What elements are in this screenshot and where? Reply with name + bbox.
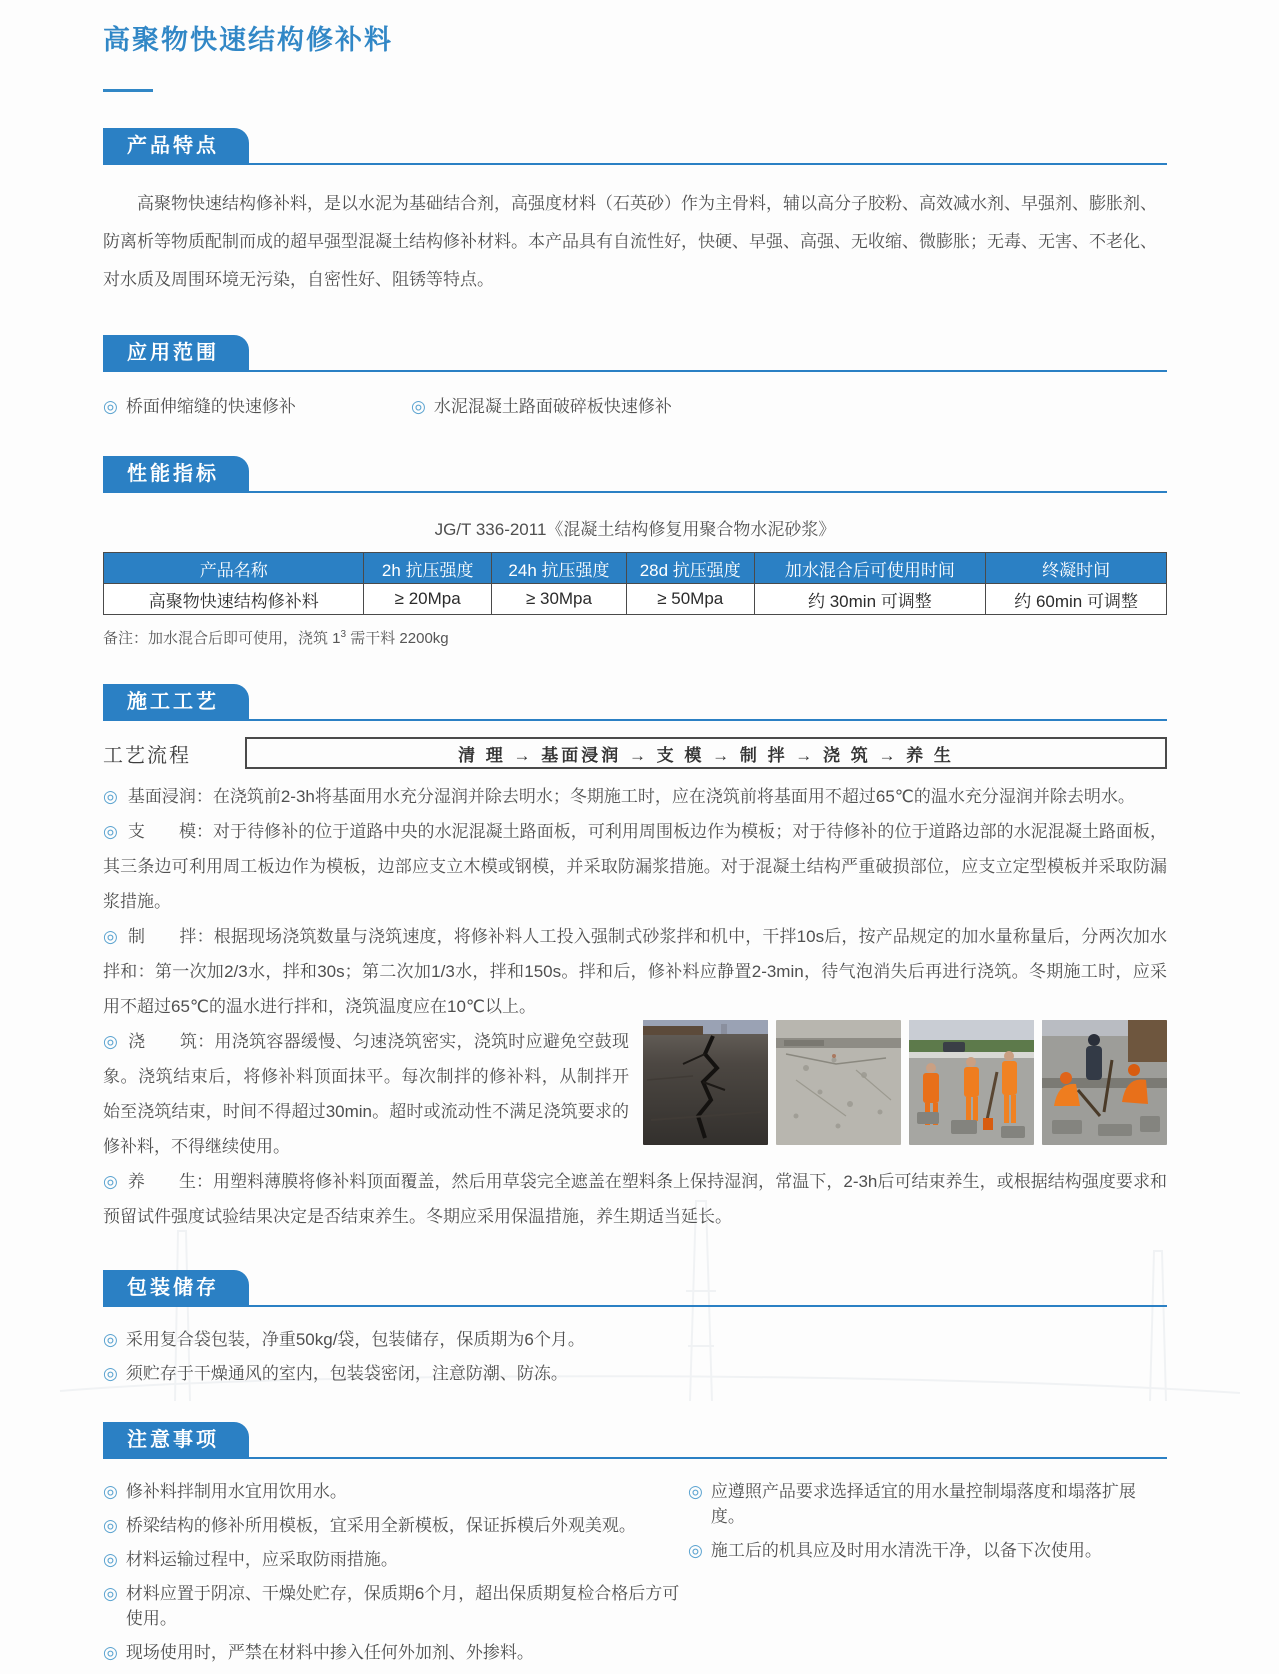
step-text: 养 生：用塑料薄膜将修补料顶面覆盖，然后用草袋完全遮盖在塑料条上保持湿润，常温下，2-3h后可结束养生，或根据结构强度要求和预留试件强度试验结果决定是否结束养生。冬期应采用保温措施，养生期适当延长。: [103, 1172, 1167, 1226]
construction-steps: [103, 779, 1167, 1234]
table-cell: ≥ 20Mpa: [364, 584, 492, 615]
ring-bullet-icon: ◎: [103, 1643, 118, 1662]
section-header-packaging: [103, 1270, 1167, 1307]
ring-bullet-icon: ◎: [103, 822, 118, 841]
construction-photos: [643, 1020, 1167, 1145]
list-item: [688, 1538, 1167, 1563]
column-header: 2h 抗压强度: [364, 553, 492, 584]
ring-bullet-icon: ◎: [103, 1550, 118, 1569]
packaging-item-label: 须贮存于干燥通风的室内，包装袋密闭，注意防潮、防冻。: [125, 1364, 568, 1383]
step-paragraph: [103, 814, 1167, 919]
process-flow-label: 工艺流程: [103, 744, 191, 767]
list-item: [103, 1479, 688, 1504]
process-flow-row: [103, 737, 1167, 769]
list-item: [103, 1513, 688, 1538]
table-cell: 约 60min 可调整: [986, 584, 1167, 615]
note-item-label: 施工后的机具应及时用水清洗干净，以备下次使用。: [710, 1541, 1102, 1560]
title-underline: [103, 89, 153, 92]
step-text: 制 拌：根据现场浇筑数量与浇筑速度，将修补料人工投入强制式砂浆拌和机中，干拌10s后，按产品规定的加水量称量后，分两次加水拌和：第一次加2/3水，拌和30s；第二次加1/3水，拌和150s。拌和后，修补料应静置2-3min，待气泡消失后再进行浇筑。冬期施工时，应采用不超过65℃的温水进行拌和，浇筑温度应在10℃以上。: [103, 927, 1167, 1016]
list-item: [411, 394, 672, 420]
list-item: [103, 1640, 688, 1665]
note-item-label: 桥梁结构的修补所用模板，宜采用全新模板，保证拆模后外观美观。: [125, 1516, 636, 1535]
note-item-label: 应遵照产品要求选择适宜的用水量控制塌落度和塌落扩展度。: [710, 1482, 1136, 1526]
column-header: 28d 抗压强度: [626, 553, 754, 584]
application-items: [103, 394, 1167, 420]
list-item: [103, 1327, 1167, 1352]
photo-broken-concrete-slab: [776, 1020, 901, 1145]
table-note: 备注：加水混合后即可使用，浇筑 $1^3$ 需干料 2200kg: [103, 629, 449, 647]
step-paragraph: [103, 919, 1167, 1024]
ring-bullet-icon: ◎: [688, 1482, 703, 1501]
section-tab-features: 产品特点: [103, 128, 249, 163]
ring-bullet-icon: ◎: [103, 1364, 118, 1383]
packaging-item-label: 采用复合袋包装，净重50kg/袋，包装储存，保质期为6个月。: [125, 1330, 585, 1349]
section-header-application: [103, 335, 1167, 372]
list-item: [688, 1479, 1167, 1529]
list-item: [103, 1581, 688, 1631]
table-cell: 约 30min 可调整: [754, 584, 986, 615]
ring-bullet-icon: ◎: [103, 397, 118, 416]
ring-bullet-icon: ◎: [103, 1584, 118, 1603]
section-tab-performance: 性能指标: [103, 456, 249, 491]
step-paragraph: [103, 779, 1167, 814]
table-cell: ≥ 50Mpa: [626, 584, 754, 615]
ring-bullet-icon: ◎: [103, 1482, 118, 1501]
step-text: 浇 筑：用浇筑容器缓慢、匀速浇筑密实，浇筑时应避免空鼓现象。浇筑结束后，将修补料顶面抹平。每次制拌的修补料，从制拌开始至浇筑结束，时间不得超过30min。超时或流动性不满足浇筑要求的修补料，不得继续使用。: [103, 1032, 629, 1156]
notes-right-column: [688, 1479, 1167, 1674]
section-tab-notes: 注意事项: [103, 1422, 249, 1457]
superscript: 3: [340, 629, 347, 640]
application-item-label: 水泥混凝土路面破碎板快速修补: [433, 397, 672, 416]
ring-bullet-icon: ◎: [688, 1541, 703, 1560]
column-header: 加水混合后可使用时间: [754, 553, 986, 584]
ring-bullet-icon: ◎: [103, 927, 118, 946]
section-tab-construction: 施工工艺: [103, 684, 249, 719]
ring-bullet-icon: ◎: [103, 1172, 118, 1191]
process-flow-box: 清 理 → 基面浸润 → 支 模 → 制 拌 → 浇 筑 → 养 生: [245, 737, 1167, 769]
features-paragraph: 高聚物快速结构修补料，是以水泥为基础结合剂，高强度材料（石英砂）作为主骨料，辅以高分子胶粉、高效减水剂、早强剂、膨胀剂、防离析等物质配制而成的超早强型混凝土结构修补材料。本产品具有自流性好，快硬、早强、高强、无收缩、微膨胀；无毒、无害、不老化、对水质及周围环境无污染，自密性好、阻锈等特点。: [103, 194, 1157, 289]
list-item: [103, 1547, 688, 1572]
note-item-label: 材料应置于阴凉、干燥处贮存，保质期6个月，超出保质期复检合格后方可使用。: [125, 1584, 680, 1628]
ring-bullet-icon: ◎: [103, 1516, 118, 1535]
notes-left-column: [103, 1479, 688, 1674]
page-title: 高聚物快速结构修补料: [103, 25, 393, 55]
photo-road-repair-crew: [909, 1020, 1034, 1145]
section-header-performance: [103, 456, 1167, 493]
list-item: [103, 394, 411, 420]
section-tab-packaging: 包装储存: [103, 1270, 249, 1305]
column-header: 24h 抗压强度: [491, 553, 626, 584]
table-row: [104, 584, 1167, 615]
section-header-notes: [103, 1422, 1167, 1459]
note-item-label: 材料运输过程中，应采取防雨措施。: [125, 1550, 398, 1569]
section-header-construction: [103, 684, 1167, 721]
photo-workers-patching: [1042, 1020, 1167, 1145]
application-item-label: 桥面伸缩缝的快速修补: [125, 397, 296, 416]
ring-bullet-icon: ◎: [103, 1032, 119, 1051]
note-item-label: 现场使用时，严禁在材料中掺入任何外加剂、外掺料。: [125, 1643, 534, 1662]
step-text: 支 模：对于待修补的位于道路中央的水泥混凝土路面板，可利用周围板边作为模板；对于待修补的位于道路边部的水泥混凝土路面板，其三条边可利用周工板边作为模板，边部应支立木模或钢模，并采取防漏浆措施。对于混凝土结构严重破损部位，应支立定型模板并采取防漏浆措施。: [103, 822, 1167, 911]
list-item: [103, 1361, 1167, 1386]
ring-bullet-icon: ◎: [103, 787, 118, 806]
ring-bullet-icon: ◎: [411, 397, 426, 416]
section-tab-application: 应用范围: [103, 335, 249, 370]
packaging-items: [103, 1327, 1167, 1386]
table-cell: 高聚物快速结构修补料: [104, 584, 364, 615]
column-header: 产品名称: [104, 553, 364, 584]
step-paragraph: [103, 1164, 1167, 1234]
section-header-features: [103, 128, 1167, 165]
photo-cracked-dark-pavement: [643, 1020, 768, 1145]
performance-table: [103, 552, 1167, 615]
notes-columns: [103, 1479, 1167, 1674]
column-header: 终凝时间: [986, 553, 1167, 584]
note-item-label: 修补料拌制用水宜用饮用水。: [125, 1482, 347, 1501]
ring-bullet-icon: ◎: [103, 1330, 118, 1349]
table-header-row: [104, 553, 1167, 584]
standard-caption: JG/T 336-2011《混凝土结构修复用聚合物水泥砂浆》: [434, 520, 836, 539]
step-text: 基面浸润：在浇筑前2-3h将基面用水充分湿润并除去明水；冬期施工时，应在浇筑前将基面用不超过65℃的温水充分湿润并除去明水。: [127, 787, 1135, 806]
table-cell: ≥ 30Mpa: [491, 584, 626, 615]
